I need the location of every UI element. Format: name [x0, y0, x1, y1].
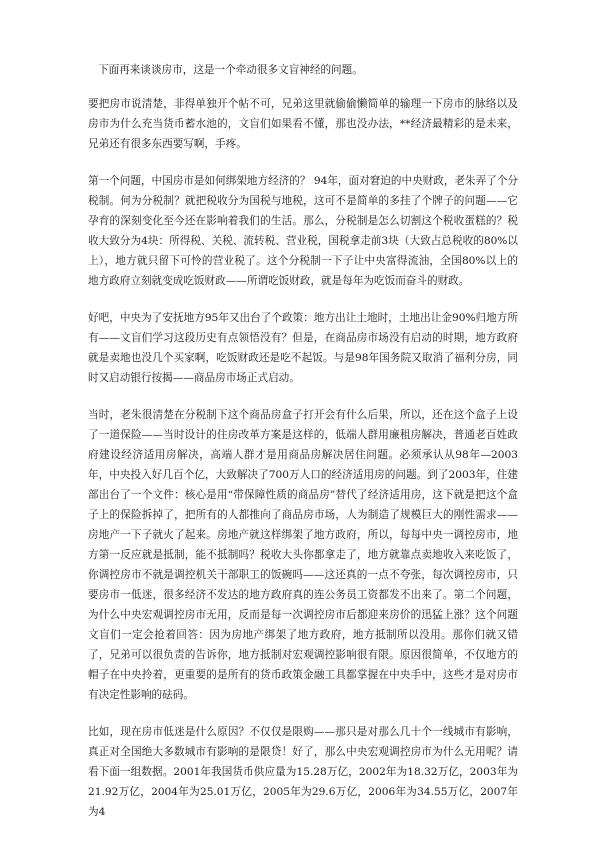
paragraph-housing-reform: 当时，老朱很清楚在分税制下这个商品房盒子打开会有什么后果，所以，还在这个盒子上设了一道保险——当时设计的住房改革方案是这样的，低端人群用廉租房解决，普通老百姓政府建设经济适用房解决，高端人群才是用商品房解决居住问题。必须承认从98年—2003年，中央投入好几百个亿，大致解决了700万人口的经济适用房的问题。到了2003年，住建部出台了一个文件：核心是用“带保障性质的商品房”替代了经济适用房，这下就是把这个盒子上的保险拆掉了，把所有的人都推向了商品房市场，人为制造了规模巨大的刚性需求——房地产一下子就火了起来。房地产就这样绑架了地方政府，所以，每每中央一调控房市，地方第一反应就是抵制，能不抵制吗？税收大头你都拿走了，地方就靠点卖地收入来吃饭了，你调控房市不就是调控机关干部职工的饭碗吗——这还真的一点不夸张，每次调控房市，只要房市一低迷，很多经济不发达的地方政府真的连公务员工资都发不出来了。第二个问题，为什么中央宏观调控房市无用，反而是每一次调控房市后都迎来房价的迅猛上涨？这个问题文盲们一定会抢着回答：因为房地产绑架了地方政府，地方抵制所以没用。那你们就又错了，兄弟可以很负责的告诉你，地方抵制对宏观调控影响很有限。原因很简单，不仅地方的帽子在中央拎着，更重要的是所有的货币政策金融工具都掌握在中央手中，这些才是对房市有决定性影响的砝码。	[88, 409, 518, 701]
paragraph-land-policy: 好吧，中央为了安抚地方95年又出台了个政策：地方出让土地时，土地出让金90%归地方所有——文盲们学习这段历史有点领悟没有？但是，在商品房市场没有启动的时期，地方政府就是卖地也没几个买家啊，吃饭财政还是吃不起饭。与是98年国务院又取消了福利分房，同时又启动银行按揭——商品房市场正式启动。	[88, 312, 518, 384]
document-page	[88, 60, 518, 839]
paragraph-money-supply: 比如，现在房市低迷是什么原因？不仅仅是限购——那只是对那么几十个一线城市有影响，真正对全国绝大多数城市有影响的是限贷！好了，那么中央宏观调控房市为什么无用呢？请看下面一组数据。2001年我国货币供应量为15.28万亿，2002年为18.32万亿，2003年为21.92万亿，2004年为25.01万亿，2005年为29.6万亿，2006年为34.55万亿，2007年为4	[88, 726, 518, 818]
paragraph-overview: 要把房市说清楚，非得单独开个帖不可，兄弟这里就偷偷懒简单的输理一下房市的脉络以及房市为什么充当货币蓄水池的，文盲们如果看不懂，那也没办法，**经济最精彩的是未来，兄弟还有很多东西要写啊，手疼。	[88, 98, 518, 150]
paragraph-intro: 下面再来谈谈房市，这是一个牵动很多文盲神经的问题。	[98, 64, 363, 76]
paragraph-tax-system: 第一个问题，中国房市是如何绑架地方经济的？ 94年，面对窘迫的中央财政，老朱弄了个分税制。何为分税制？就把税收分为国税与地税，这可不是简单的多挂了个牌子的问题——它孕育的深刻变化至今还在影响着我们的生活。那么，分税制是怎么切割这个税收蛋糕的？税收大致分为4块：所得税、关税、流转税、营业税，国税拿走前3块（大致占总税收的80%以上），地方就只留下可怜的营业税了。这个分税制一下子让中央富得流油，全国80%以上的地方政府立刻就变成吃饭财政——所谓吃饭财政，就是每年为吃饭而奋斗的财政。	[88, 175, 519, 287]
